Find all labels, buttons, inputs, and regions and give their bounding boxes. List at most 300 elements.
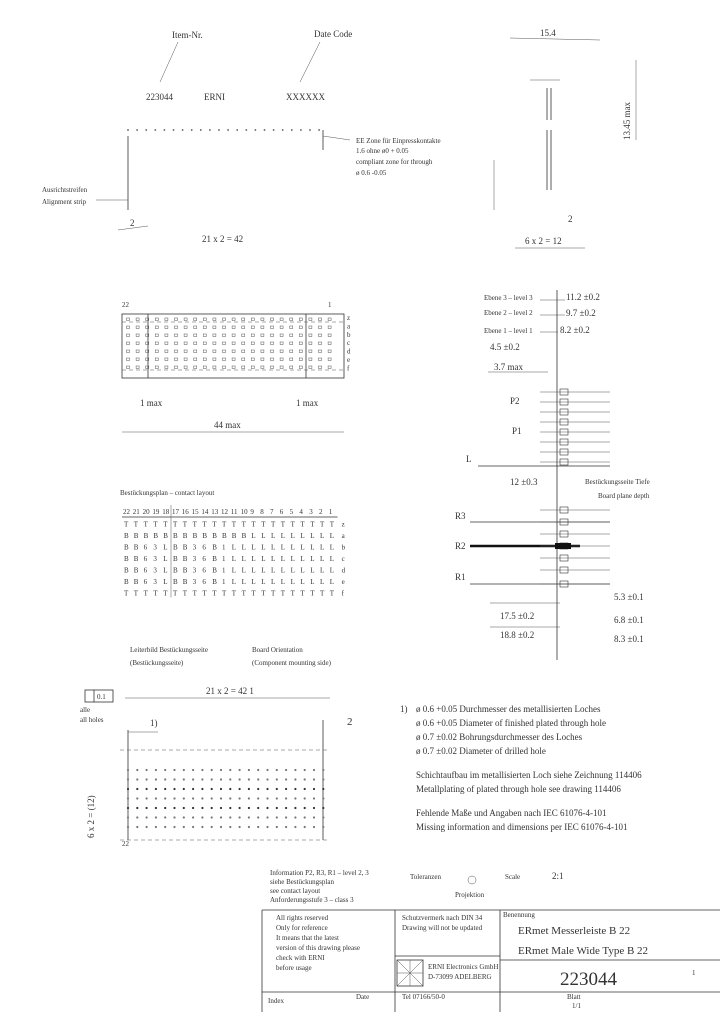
- pcb-hole: [248, 788, 250, 790]
- pin-dot: [127, 129, 129, 131]
- layout-cell: T: [231, 520, 237, 529]
- layout-cell: B: [212, 566, 217, 575]
- contact-slot: [309, 334, 312, 337]
- layout-cell: L: [329, 543, 335, 552]
- pcb-hole: [192, 826, 194, 828]
- update-en: Drawing will not be updated: [402, 924, 483, 932]
- layout-cell: 3: [192, 578, 197, 586]
- pcb-hole: [248, 826, 250, 828]
- contact-slot: [309, 326, 312, 329]
- pcb-hole: [211, 816, 213, 818]
- pcb-hole: [239, 769, 241, 771]
- p2-label: P2: [510, 396, 520, 406]
- layout-cell: T: [202, 520, 207, 529]
- layout-cell: T: [143, 589, 148, 598]
- contact-slot: [184, 350, 187, 353]
- contact-slot: [155, 326, 158, 329]
- layout-cell: B: [202, 532, 208, 540]
- layout-cell: L: [310, 543, 315, 552]
- contact-slot: [213, 326, 216, 329]
- layout-cell: L: [241, 543, 246, 552]
- pcb-hole: [266, 797, 268, 799]
- copy-5: check with ERNI: [276, 954, 325, 962]
- top-view-row-label: c: [347, 339, 351, 348]
- contact-slot: [203, 326, 206, 329]
- contact-slot: [280, 366, 283, 369]
- pcb-hole: [285, 816, 287, 818]
- layout-cell: B: [192, 532, 198, 540]
- top-view-row-label: b: [347, 330, 351, 339]
- pcb-hole: [183, 788, 185, 790]
- dim-12: 12 ±0.3: [510, 477, 538, 487]
- layout-cell: L: [320, 555, 325, 563]
- layout-cell: L: [241, 566, 246, 575]
- depth-de: Bestückungsseite Tiefe: [585, 478, 650, 486]
- pcb-hole: [211, 826, 213, 828]
- pcb-hole: [239, 816, 241, 818]
- contact-slot: [319, 342, 322, 345]
- contact-slot: [232, 334, 235, 337]
- pcb-hole: [229, 807, 231, 809]
- pcb-hole: [276, 816, 278, 818]
- pcb-hole: [266, 778, 268, 780]
- pin-dot: [209, 129, 211, 131]
- contact-slot: [261, 326, 264, 329]
- pcb-hole: [229, 797, 231, 799]
- pcb-hole: [173, 816, 175, 818]
- contact-slot: [280, 358, 283, 361]
- pcb-hole: [257, 788, 259, 790]
- layout-cell: B: [124, 566, 129, 575]
- contact-slot: [242, 342, 245, 345]
- level-view: [455, 290, 650, 660]
- company-name: ERNI Electronics GmbH: [428, 963, 499, 971]
- contact-slot: [213, 342, 216, 345]
- sheet-number: 1/1: [572, 1002, 581, 1010]
- info-1: Information P2, R3, R1 – level 2, 3: [270, 869, 369, 877]
- pin-dot: [300, 129, 302, 131]
- layout-cell: 3: [153, 566, 157, 575]
- press-fit-note-1: EE Zone für Einpresskontakte: [356, 137, 441, 145]
- layout-col-header: 5: [289, 508, 294, 516]
- l-label: L: [466, 454, 472, 464]
- top-view-row-label: a: [347, 322, 351, 331]
- contact-slot: [242, 350, 245, 353]
- pin-dot: [200, 129, 202, 131]
- contact-slot: [232, 350, 235, 353]
- contact-layout: [120, 489, 346, 667]
- layout-cell: L: [290, 555, 295, 563]
- contact-slot: [184, 326, 187, 329]
- contact-slot: [155, 334, 158, 337]
- layout-cell: T: [310, 520, 315, 529]
- one-max-right: 1 max: [296, 398, 319, 408]
- contact-slot: [184, 342, 187, 345]
- layout-cell: L: [163, 566, 168, 575]
- erni-logo: [397, 960, 423, 986]
- contact-slot: [309, 318, 312, 321]
- layout-cell: T: [192, 520, 197, 529]
- side-view: [494, 28, 636, 248]
- layout-col-header: 8: [260, 508, 264, 516]
- layout-cell: L: [251, 543, 256, 552]
- layout-cell: T: [124, 589, 129, 598]
- pcb-hole: [173, 826, 175, 828]
- layout-cell: L: [329, 578, 335, 586]
- layout-cell: L: [329, 555, 335, 563]
- contact-slot: [261, 350, 264, 353]
- hole-layout: [80, 686, 353, 848]
- pcb-hole: [294, 788, 296, 790]
- pcb-hole: [127, 788, 129, 790]
- pin-dot: [218, 129, 220, 131]
- pcb-hole: [201, 778, 203, 780]
- pcb-hole: [313, 797, 315, 799]
- pcb-hole: [276, 807, 278, 809]
- contact-slot: [319, 326, 322, 329]
- pcb-hole: [201, 797, 203, 799]
- layout-cell: B: [182, 532, 188, 540]
- pcb-hole: [285, 826, 287, 828]
- contact-slot: [136, 342, 139, 345]
- hole-22: 22: [122, 840, 129, 848]
- layout-row-label: d: [341, 566, 346, 575]
- layout-cell: L: [251, 532, 256, 540]
- pcb-hole: [220, 788, 222, 790]
- contact-slot: [299, 326, 302, 329]
- dim-5-3: 5.3 ±0.1: [614, 592, 644, 602]
- contact-slot: [165, 326, 168, 329]
- pcb-hole: [220, 769, 222, 771]
- dim-18-8: 18.8 ±0.2: [500, 630, 535, 640]
- pcb-hole: [266, 816, 268, 818]
- layout-cell: T: [222, 520, 227, 529]
- note-1d: ø 0.7 ±0.02 Diameter of drilled hole: [416, 746, 546, 756]
- layout-cell: T: [329, 589, 335, 598]
- contact-slot: [290, 342, 293, 345]
- contact-slot: [223, 334, 226, 337]
- pcb-hole: [313, 769, 315, 771]
- layout-cell: 1: [222, 578, 226, 586]
- layout-cell: T: [310, 589, 315, 598]
- contact-slot: [232, 318, 235, 321]
- pcb-hole: [257, 778, 259, 780]
- contact-slot: [175, 342, 178, 345]
- level-2-label: Ebene 2 – level 2: [484, 309, 533, 317]
- contact-slot: [290, 334, 293, 337]
- contact-slot: [328, 334, 331, 337]
- pcb-hole: [201, 807, 203, 809]
- layout-cell: L: [251, 578, 256, 586]
- contact-slot: [299, 350, 302, 353]
- layout-cell: T: [290, 520, 295, 529]
- contact-layout-title: Bestückungsplan – contact layout: [120, 489, 215, 497]
- layout-cell: L: [310, 532, 315, 540]
- layout-cell: 1: [222, 543, 226, 552]
- pcb-hole: [266, 788, 268, 790]
- pcb-hole: [173, 778, 175, 780]
- brand-print: ERNI: [204, 92, 225, 102]
- layout-col-header: 14: [201, 508, 209, 516]
- layout-cell: T: [271, 589, 276, 598]
- footnote-2-marker: 2: [347, 716, 353, 728]
- pcb-hole: [211, 797, 213, 799]
- contact-slot: [127, 326, 130, 329]
- contact-slot: [165, 350, 168, 353]
- dim-6x2-bottom: 6 x 2 = (12): [86, 795, 96, 838]
- pin-dot: [182, 129, 184, 131]
- front-view: [42, 29, 441, 244]
- layout-cell: L: [271, 543, 276, 552]
- contact-slot: [271, 358, 274, 361]
- layout-cell: B: [212, 555, 217, 563]
- layout-cell: T: [300, 589, 305, 598]
- contact-slot: [223, 326, 226, 329]
- note-3-de: Fehlende Maße und Angaben nach IEC 61076-4-101: [416, 808, 607, 818]
- contact-slot: [299, 358, 302, 361]
- layout-cell: T: [241, 589, 246, 598]
- contact-slot: [261, 342, 264, 345]
- board-orientation: Board Orientation: [252, 646, 303, 654]
- index-header: Index: [268, 997, 284, 1005]
- pcb-hole: [136, 816, 138, 818]
- layout-cell: L: [300, 566, 305, 575]
- dim-6-8: 6.8 ±0.1: [614, 615, 644, 625]
- pcb-hole: [257, 807, 259, 809]
- layout-cell: B: [124, 532, 129, 540]
- contact-slot: [328, 358, 331, 361]
- layout-col-header: 6: [279, 508, 284, 516]
- pcb-hole: [220, 778, 222, 780]
- layout-col-header: 11: [230, 508, 238, 516]
- pcb-hole: [285, 769, 287, 771]
- contact-slot: [203, 366, 206, 369]
- note-1c: ø 0.7 ±0.02 Bohrungsdurchmesser des Loches: [416, 732, 583, 742]
- dim-11-2: 11.2 ±0.2: [566, 292, 600, 302]
- pcb-hole: [136, 778, 138, 780]
- contact-slot: [175, 326, 178, 329]
- contact-slot: [290, 350, 293, 353]
- layout-cell: T: [251, 520, 256, 529]
- contact-slot: [203, 350, 206, 353]
- contact-slot: [194, 358, 197, 361]
- pin-dot: [273, 129, 275, 131]
- contact-slot: [271, 342, 274, 345]
- contact-slot: [319, 366, 322, 369]
- layout-col-header: 16: [181, 508, 189, 516]
- contact-slot: [280, 334, 283, 337]
- layout-cell: B: [182, 566, 188, 575]
- date-header: Date: [356, 993, 370, 1001]
- pcb-hole: [313, 826, 315, 828]
- pin-dot: [318, 129, 320, 131]
- layout-cell: L: [300, 578, 305, 586]
- layout-cell: L: [241, 555, 246, 563]
- layout-cell: B: [133, 543, 139, 552]
- contact-slot: [223, 350, 226, 353]
- layout-cell: L: [261, 578, 266, 586]
- layout-cell: B: [222, 532, 227, 540]
- sheet-label: Blatt: [567, 993, 581, 1001]
- layout-cell: 6: [143, 555, 148, 563]
- pcb-hole: [294, 778, 296, 780]
- layout-cell: T: [261, 520, 266, 529]
- pcb-hole: [257, 769, 259, 771]
- layout-cell: B: [143, 532, 149, 540]
- pin-dot: [264, 129, 266, 131]
- layout-cell: T: [329, 520, 335, 529]
- r2-label: R2: [455, 541, 466, 551]
- layout-cell: L: [280, 578, 286, 586]
- pcb-hole: [136, 769, 138, 771]
- pcb-hole: [285, 778, 287, 780]
- layout-cell: T: [153, 589, 158, 598]
- layout-cell: B: [173, 566, 178, 575]
- pcb-hole: [146, 816, 148, 818]
- contact-slot: [127, 366, 130, 369]
- pcb-hole: [192, 797, 194, 799]
- layout-cell: T: [192, 589, 197, 598]
- date-code-label: Date Code: [314, 29, 353, 39]
- contact-slot: [175, 334, 178, 337]
- layout-cell: L: [271, 532, 276, 540]
- layout-cell: B: [124, 578, 129, 586]
- contact-slot: [194, 366, 197, 369]
- contact-slot: [261, 366, 264, 369]
- dim-17-5: 17.5 ±0.2: [500, 611, 535, 621]
- layout-cell: 3: [153, 578, 157, 586]
- contact-slot: [194, 350, 197, 353]
- layout-col-header: 22: [123, 508, 130, 516]
- layout-cell: T: [182, 589, 188, 598]
- layout-cell: T: [320, 589, 325, 598]
- contact-slot: [155, 366, 158, 369]
- layout-cell: T: [143, 520, 148, 529]
- layout-cell: L: [231, 543, 237, 552]
- layout-col-header: 10: [240, 508, 248, 516]
- info-2: siehe Bestückungsplan: [270, 878, 334, 886]
- pcb-hole: [229, 778, 231, 780]
- pcb-hole: [294, 797, 296, 799]
- layout-cell: T: [212, 589, 217, 598]
- pcb-hole: [285, 807, 287, 809]
- contact-slot: [319, 318, 322, 321]
- layout-cell: B: [182, 578, 188, 586]
- layout-cell: 3: [153, 555, 157, 563]
- contact-slot: [309, 358, 312, 361]
- contact-slot: [165, 318, 168, 321]
- contact-slot: [251, 350, 254, 353]
- title-en: ERmet Male Wide Type B 22: [518, 945, 649, 957]
- pcb-hole: [164, 816, 166, 818]
- title-de: ERmet Messerleiste B 22: [518, 925, 631, 937]
- contact-slot: [155, 318, 158, 321]
- pcb-hole: [127, 797, 129, 799]
- pcb-hole: [155, 816, 157, 818]
- pcb-hole: [173, 769, 175, 771]
- contact-slot: [271, 350, 274, 353]
- layout-col-header: 9: [250, 508, 254, 516]
- layout-cell: L: [290, 532, 295, 540]
- contact-slot: [299, 334, 302, 337]
- contact-slot: [319, 334, 322, 337]
- contact-slot: [155, 350, 158, 353]
- pcb-hole: [127, 807, 129, 809]
- component-side: (Component mounting side): [252, 659, 331, 667]
- layout-row-label: f: [341, 589, 344, 598]
- contact-slot: [184, 366, 187, 369]
- update-de: Schutzvermerk nach DIN 34: [402, 914, 483, 922]
- contact-slot: [261, 334, 264, 337]
- contact-slot: [213, 350, 216, 353]
- layout-cell: L: [280, 543, 286, 552]
- pcb-hole: [155, 807, 157, 809]
- pcb-hole: [313, 807, 315, 809]
- note-2-de: Schichtaufbau im metallisierten Loch siehe Zeichnung 114406: [416, 770, 642, 780]
- layout-col-header: 12: [221, 508, 228, 516]
- contact-slot: [203, 358, 206, 361]
- contact-slot: [299, 318, 302, 321]
- pcb-hole: [183, 797, 185, 799]
- top-view-row-label: f: [347, 364, 350, 373]
- contact-slot: [251, 334, 254, 337]
- copy-2: Only for reference: [276, 924, 328, 932]
- contact-slot: [328, 318, 331, 321]
- contact-slot: [242, 318, 245, 321]
- company-address: D-73099 ADELBERG: [428, 973, 492, 981]
- pcb-hole: [313, 816, 315, 818]
- contact-slot: [280, 342, 283, 345]
- layout-cell: L: [320, 532, 325, 540]
- pcb-hole: [304, 788, 306, 790]
- pcb-hole: [248, 778, 250, 780]
- contact-slot: [242, 334, 245, 337]
- layout-cell: 3: [192, 566, 197, 575]
- depth-en: Board plane depth: [598, 492, 650, 500]
- layout-cell: B: [173, 532, 178, 540]
- dim-4-5: 4.5 ±0.2: [490, 342, 520, 352]
- layout-cell: 6: [143, 566, 148, 575]
- layout-cell: B: [133, 532, 139, 540]
- layout-cell: L: [280, 555, 286, 563]
- layout-col-header: 20: [142, 508, 150, 516]
- layout-cell: L: [163, 543, 168, 552]
- projection-label: Projektion: [455, 891, 485, 899]
- pcb-hole: [127, 826, 129, 828]
- pcb-hole: [211, 788, 213, 790]
- layout-cell: B: [124, 555, 129, 563]
- pcb-hole: [322, 778, 324, 780]
- pin-dot: [236, 129, 238, 131]
- layout-cell: B: [212, 578, 217, 586]
- contact-slot: [328, 366, 331, 369]
- layout-cell: L: [310, 566, 315, 575]
- pcb-hole: [164, 788, 166, 790]
- pcb-hole: [266, 769, 268, 771]
- layout-cell: L: [290, 578, 295, 586]
- pcb-hole: [183, 816, 185, 818]
- layout-cell: 1: [222, 566, 226, 575]
- pcb-hole: [276, 826, 278, 828]
- layout-cell: L: [300, 532, 305, 540]
- contact-slot: [184, 358, 187, 361]
- layout-cell: L: [310, 578, 315, 586]
- contact-slot: [280, 350, 283, 353]
- layout-cell: L: [290, 543, 295, 552]
- p1-label: P1: [512, 426, 522, 436]
- contact-slot: [223, 342, 226, 345]
- layout-row-label: b: [341, 543, 346, 552]
